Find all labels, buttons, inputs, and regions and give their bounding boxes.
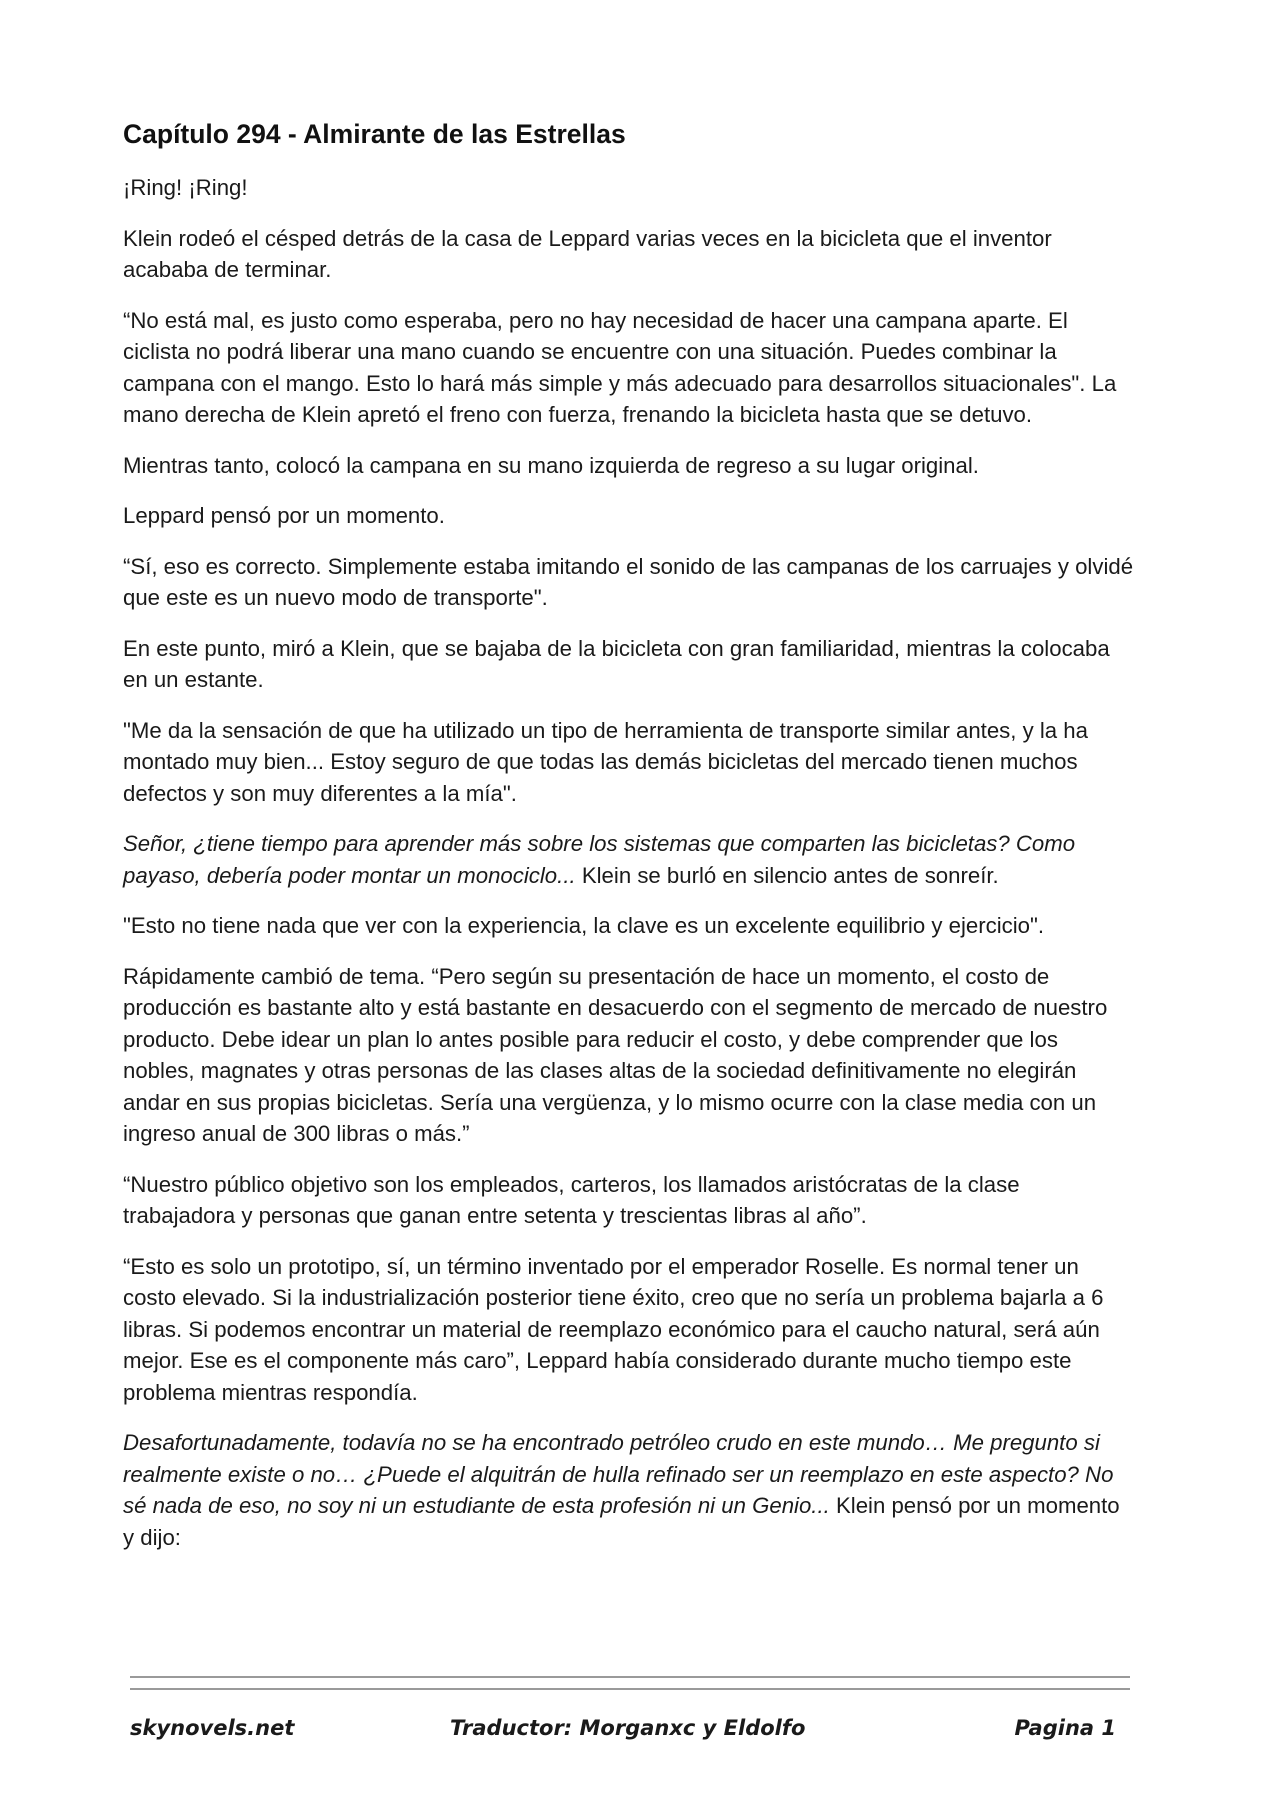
footer-site: skynovels.net	[130, 1716, 295, 1740]
document-body	[123, 118, 1135, 1572]
paragraph: Señor, ¿tiene tiempo para aprender más sobre los sistemas que comparten las bicicletas? Como payaso, debería poder montar un monociclo... Klein se burló en silencio antes de sonreír.	[123, 831, 1076, 888]
inner-thought: Desafortunadamente, todavía no se ha encontrado petróleo crudo en este mundo… Me pregunto si realmente existe o no… ¿Puede el alquitrán de hulla refinado ser un reemplazo en este aspecto? No sé nada de eso, no soy ni un estudiante de esta profesión ni un Genio...	[123, 1430, 1114, 1518]
footer-page-number: Pagina 1	[1014, 1716, 1116, 1740]
paragraph: ¡Ring! ¡Ring!	[123, 175, 248, 200]
paragraph: Klein rodeó el césped detrás de la casa de Leppard varias veces en la bicicleta que el inventor acababa de terminar.	[123, 225, 1052, 282]
paragraph: "Esto no tiene nada que ver con la experiencia, la clave es un excelente equilibrio y ejercicio".	[123, 913, 1045, 938]
paragraph: “Nuestro público objetivo son los empleados, carteros, los llamados aristócratas de la clase trabajadora y personas que ganan entre setenta y trescientas libras al año”.	[123, 1171, 1020, 1228]
paragraph: "Me da la sensación de que ha utilizado un tipo de herramienta de transporte similar antes, y la ha montado muy bien... Estoy seguro de que todas las demás bicicletas del mercado tienen muchos defectos y son muy diferentes a la mía".	[123, 717, 1088, 806]
footer-translator: Traductor: Morganxc y Eldolfo	[450, 1716, 806, 1740]
page-footer	[130, 1716, 1130, 1750]
paragraph: “No está mal, es justo como esperaba, pero no hay necesidad de hacer una campana aparte. El ciclista no podrá liberar una mano cuando se encuentre con una situación. Puedes combinar la campana con el mango. Esto lo hará más simple y más adecuado para desarrollos situacionales". La mano derecha de Klein apretó el freno con fuerza, frenando la bicicleta hasta que se detuvo.	[123, 307, 1117, 427]
chapter-title: Capítulo 294 - Almirante de las Estrellas	[123, 119, 626, 149]
paragraph: “Esto es solo un prototipo, sí, un término inventado por el emperador Roselle. Es normal tener un costo elevado. Si la industrialización posterior tiene éxito, creo que no sería un problema bajarla a 6 libras. Si podemos encontrar un material de reemplazo económico para el caucho natural, será aún mejor. Ese es el componente más caro”, Leppard había considerado durante mucho tiempo este problema mientras respondía.	[123, 1253, 1104, 1405]
footer-divider	[130, 1688, 1130, 1690]
inner-thought: Señor, ¿tiene tiempo para aprender más sobre los sistemas que comparten las bicicletas? Como payaso, debería poder montar un monociclo...	[123, 831, 1076, 888]
footer-divider	[130, 1676, 1130, 1678]
paragraph: Desafortunadamente, todavía no se ha encontrado petróleo crudo en este mundo… Me pregunto si realmente existe o no… ¿Puede el alquitrán de hulla refinado ser un reemplazo en este aspecto? No sé nada de eso, no soy ni un estudiante de esta profesión ni un Genio... Klein pensó por un momento y dijo:	[123, 1430, 1120, 1550]
paragraph: Leppard pensó por un momento.	[123, 503, 445, 528]
paragraph: “Sí, eso es correcto. Simplemente estaba imitando el sonido de las campanas de los carruajes y olvidé que este es un nuevo modo de transporte".	[123, 553, 1134, 610]
paragraph: Rápidamente cambió de tema. “Pero según su presentación de hace un momento, el costo de producción es bastante alto y está bastante en desacuerdo con el segmento de mercado de nuestro producto. Debe idear un plan lo antes posible para reducir el costo, y debe comprender que los nobles, magnates y otras personas de las clases altas de la sociedad definitivamente no elegirán andar en sus propias bicicletas. Sería una vergüenza, y lo mismo ocurre con la clase media con un ingreso anual de 300 libras o más.”	[123, 963, 1108, 1146]
paragraph: En este punto, miró a Klein, que se bajaba de la bicicleta con gran familiaridad, mientras la colocaba en un estante.	[123, 635, 1110, 692]
paragraph: Mientras tanto, colocó la campana en su mano izquierda de regreso a su lugar original.	[123, 452, 979, 478]
